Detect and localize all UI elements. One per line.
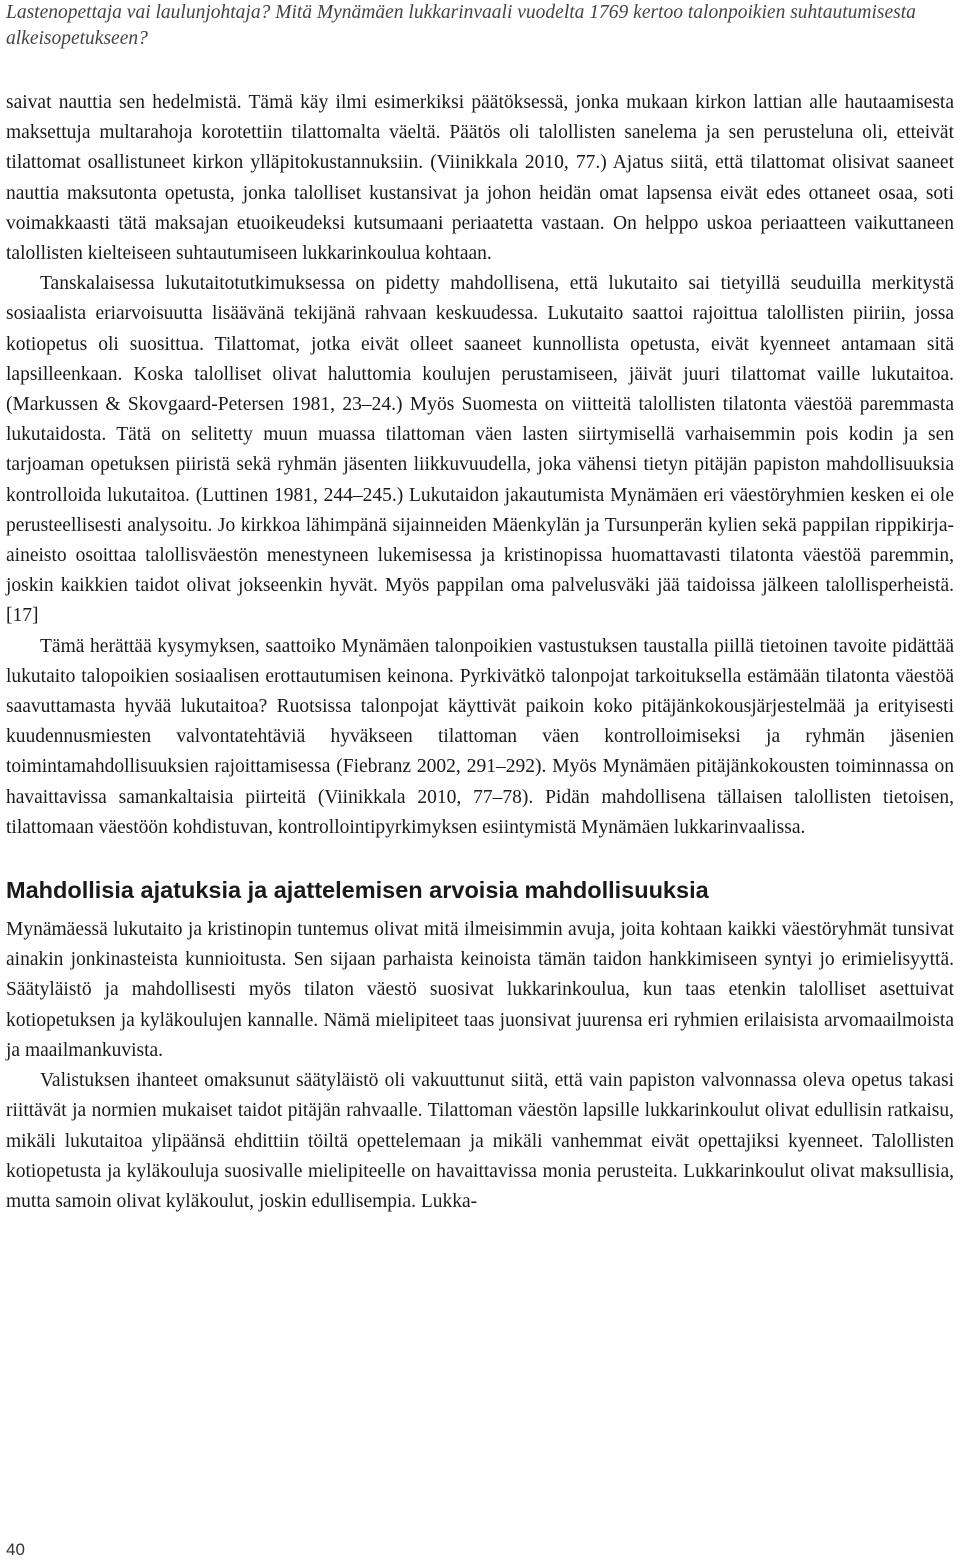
page-body [6,88,954,1217]
section-paragraph-1: Mynämäessä lukutaito ja kristinopin tuntemus olivat mitä ilmeisimmin avuja, joita kohtaan kaikki väestöryhmät tunsivat ainakin jonkinasteista kunnioitusta. Sen sijaan parhaista keinoista tämän taidon hankkimiseen syntyi jo erimielisyyttä. Säätyläistö ja mahdollisesti myös tilaton väestö suosivat lukkarinkoulua, kun taas etenkin talolliset asettuivat kotiopetuksen ja kyläkoulujen kannalle. Nämä mielipiteet taas juonsivat juurensa eri ryhmien erilaisista arvomaailmoista ja maailmankuvista. [6,919,954,1061]
body-paragraph-1: saivat nauttia sen hedelmistä. Tämä käy ilmi esimerkiksi päätöksessä, jonka mukaan kirkon lattian alle hautaamisesta maksettuja multarahoja korotettiin tilattomalta väeltä. Päätös oli talollisten sanelema ja sen perusteluna oli, etteivät tilattomat osallistuneet kirkon ylläpitokustannuksiin. (Viinikkala 2010, 77.) Ajatus siitä, että tilattomat olisivat saaneet nauttia maksutonta opetusta, jonka talolliset kustansivat ja johon heidän omat lapsensa eivät edes ottaneet osaa, soti voimakkaasti tätä maksajan etuoikeudeksi kutsumaani periaatetta vastaan. On helppo uskoa periaatteen vaikuttaneen talollisten kielteiseen suhtautumiseen lukkarinkoulua kohtaan. [6,92,954,265]
section-paragraph-2: Valistuksen ihanteet omaksunut säätyläistö oli vakuuttunut siitä, että vain papiston valvonnassa oleva opetus takasi riittävät ja normien mukaiset taidot pitäjän rahvaalle. Tilattoman väestön lapsille lukkarinkoulut olivat edullisin ratkaisu, mikäli lukutaitoa ylipäänsä ehdittiin töiltä opettelemaan ja mikäli vanhemmat eivät opettajiksi kyenneet. Talollisten kotiopetusta ja kyläkouluja suosivalle mielipiteelle on havaittavissa monia perusteita. Lukkarinkoulut olivat maksullisia, mutta samoin olivat kyläkoulut, joskin edullisempia. Lukka- [6,1070,954,1212]
body-paragraph-2: Tanskalaisessa lukutaitotutkimuksessa on pidetty mahdollisena, että lukutaito sai tietyillä seuduilla merkitystä sosiaalista eriarvoisuutta lisäävänä tekijänä rahvaan keskuudessa. Lukutaito saattoi rajoittua talollisten piiriin, jossa kotiopetus oli suosittua. Tilattomat, jotka eivät olleet saaneet kunnollista opetusta, eivät kyenneet antamaan sitä lapsilleenkaan. Koska talolliset olivat haluttomia koulujen perustamiseen, jäivät juuri tilattomat vaille lukutaitoa. (Markussen & Skovgaard-Petersen 1981, 23–24.) Myös Suomesta on viitteitä talollisten tilatonta väestöä paremmasta lukutaidosta. Tätä on selitetty muun muassa tilattoman väen lasten siirtymisellä varhaisemmin pois kodin ja sen tarjoaman opetuksen piiristä sekä ryhmän jäsenten liikkuvuudella, joka vähensi tietyn pitäjän papiston mahdollisuuksia kontrolloida lukutaitoa. (Luttinen 1981, 244–245.) Lukutaidon jakautumista Mynämäen eri väestöryhmien kesken ei ole perusteellisesti analysoitu. Jo kirkkoa lähimpänä sijainneiden Mäenkylän ja Tursunperän kylien sekä pappilan rippikirja-aineisto osoittaa talollisväestön menestyneen lukemisessa ja kristinopissa huomattavasti tilatonta väestöä paremmin, joskin kaikkien taidot olivat jokseenkin hyvät. Myös pappilan oma palvelusväki jää taidoissa jälkeen talollisperheistä. [17] [6,273,954,627]
page-number: 40 [6,1540,25,1559]
running-header: Lastenopettaja vai laulunjohtaja? Mitä Mynämäen lukkarinvaali vuodelta 1769 kertoo talonpoikien suhtautumisesta alkeisopetukseen? [6,2,916,49]
body-paragraph-3: Tämä herättää kysymyksen, saattoiko Mynämäen talonpoikien vastustuksen taustalla piillä tietoinen tavoite pidättää lukutaito talopoikien sosiaalisen erottautumisen keinona. Pyrkivätkö talonpojat tarkoituksella estämään tilatonta väestöä saavuttamasta hyvää lukutaitoa? Ruotsissa talonpojat käyttivät paikoin koko pitäjänkokousjärjestelmää ja erityisesti kuudennusmiesten valvontatehtäviä hyväkseen tilattoman väen kontrolloimiseksi ja ryhmän jäsenien toimintamahdollisuuksien rajoittamisessa (Fiebranz 2002, 291–292). Myös Mynämäen pitäjänkokousten toiminnassa on havaittavissa samankaltaisia piirteitä (Viinikkala 2010, 77–78). Pidän mahdollisena tällaisen talollisten tietoisen, tilattomaan väestöön kohdistuvan, kontrollointipyrkimyksen esiintymistä Mynämäen lukkarinvaalissa. [6,635,954,838]
section-heading: Mahdollisia ajatuksia ja ajattelemisen arvoisia mahdollisuuksia [6,877,709,904]
